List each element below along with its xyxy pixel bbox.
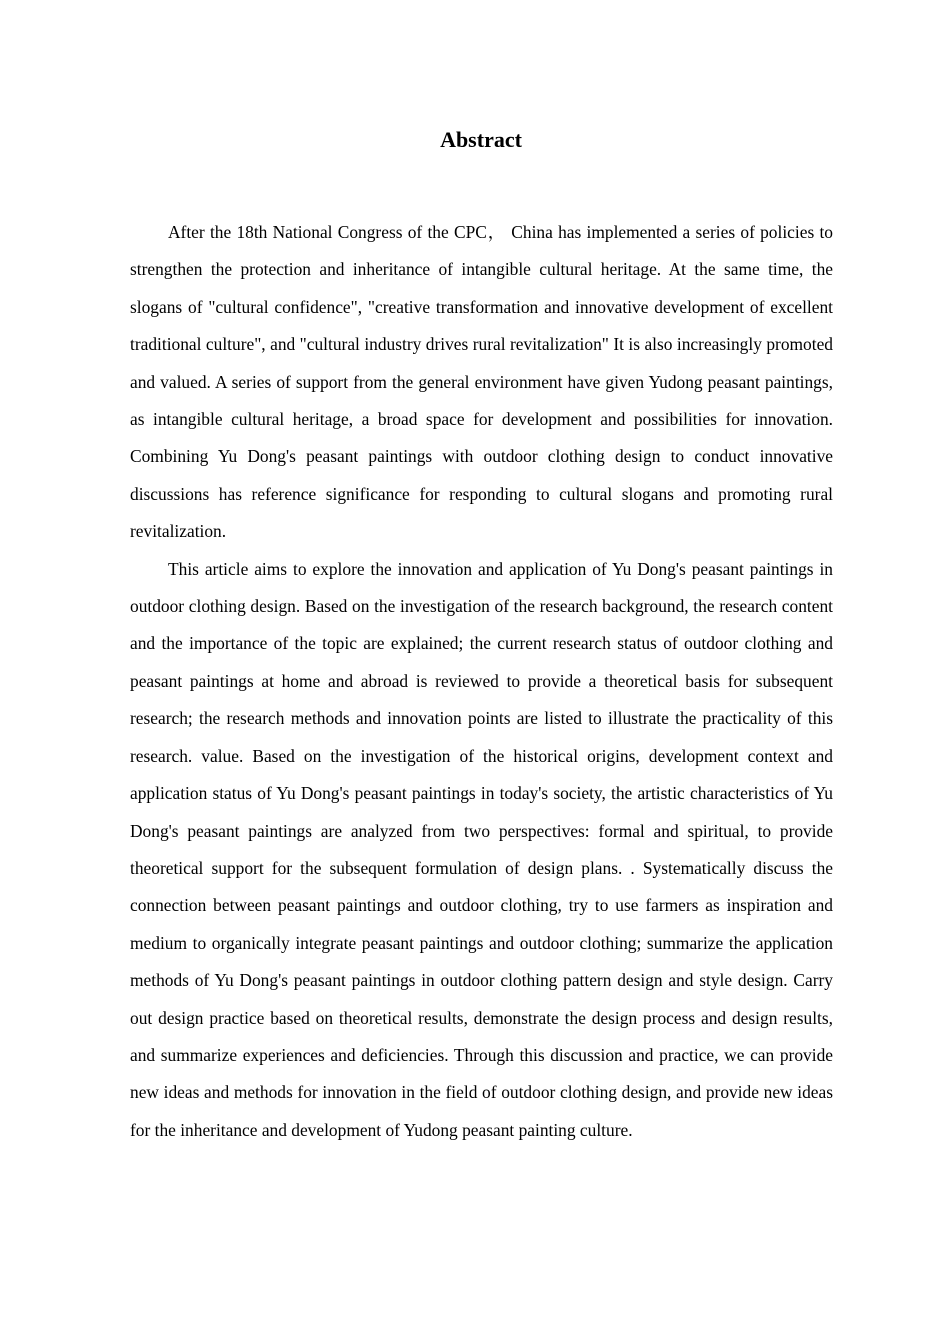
abstract-body bbox=[130, 214, 833, 1149]
abstract-heading: Abstract bbox=[440, 127, 522, 152]
abstract-paragraph-2: This article aims to explore the innovation and application of Yu Dong's peasant paintings in outdoor clothing design. Based on the investigation of the research background, the research content and the importance of the topic are explained; the current research status of outdoor clothing and peasant paintings at home and abroad is reviewed to provide a theoretical basis for subsequent research; the research methods and innovation points are listed to illustrate the practicality of this research. value. Based on the investigation of the historical origins, development context and application status of Yu Dong's peasant paintings in today's society, the artistic characteristics of Yu Dong's peasant paintings are analyzed from two perspectives: formal and spiritual, to provide theoretical support for the subsequent formulation of design plans. . Systematically discuss the connection between peasant paintings and outdoor clothing, try to use farmers as inspiration and medium to organically integrate peasant paintings and outdoor clothing; summarize the application methods of Yu Dong's peasant paintings in outdoor clothing pattern design and style design. Carry out design practice based on theoretical results, demonstrate the design process and design results, and summarize experiences and deficiencies. Through this discussion and practice, we can provide new ideas and methods for innovation in the field of outdoor clothing design, and provide new ideas for the inheritance and development of Yudong peasant painting culture. bbox=[130, 558, 833, 1140]
abstract-paragraph-1: After the 18th National Congress of the CPC， China has implemented a series of policies to strengthen the protection and inheritance of intangible cultural heritage. At the same time, the slogans of "cultural confidence", "creative transformation and innovative development of excellent traditional culture", and "cultural industry drives rural revitalization" It is also increasingly promoted and valued. A series of support from the general environment have given Yudong peasant paintings, as intangible cultural heritage, a broad space for development and possibilities for innovation. Combining Yu Dong's peasant paintings with outdoor clothing design to conduct innovative discussions has reference significance for responding to cultural slogans and promoting rural revitalization. bbox=[130, 222, 833, 542]
